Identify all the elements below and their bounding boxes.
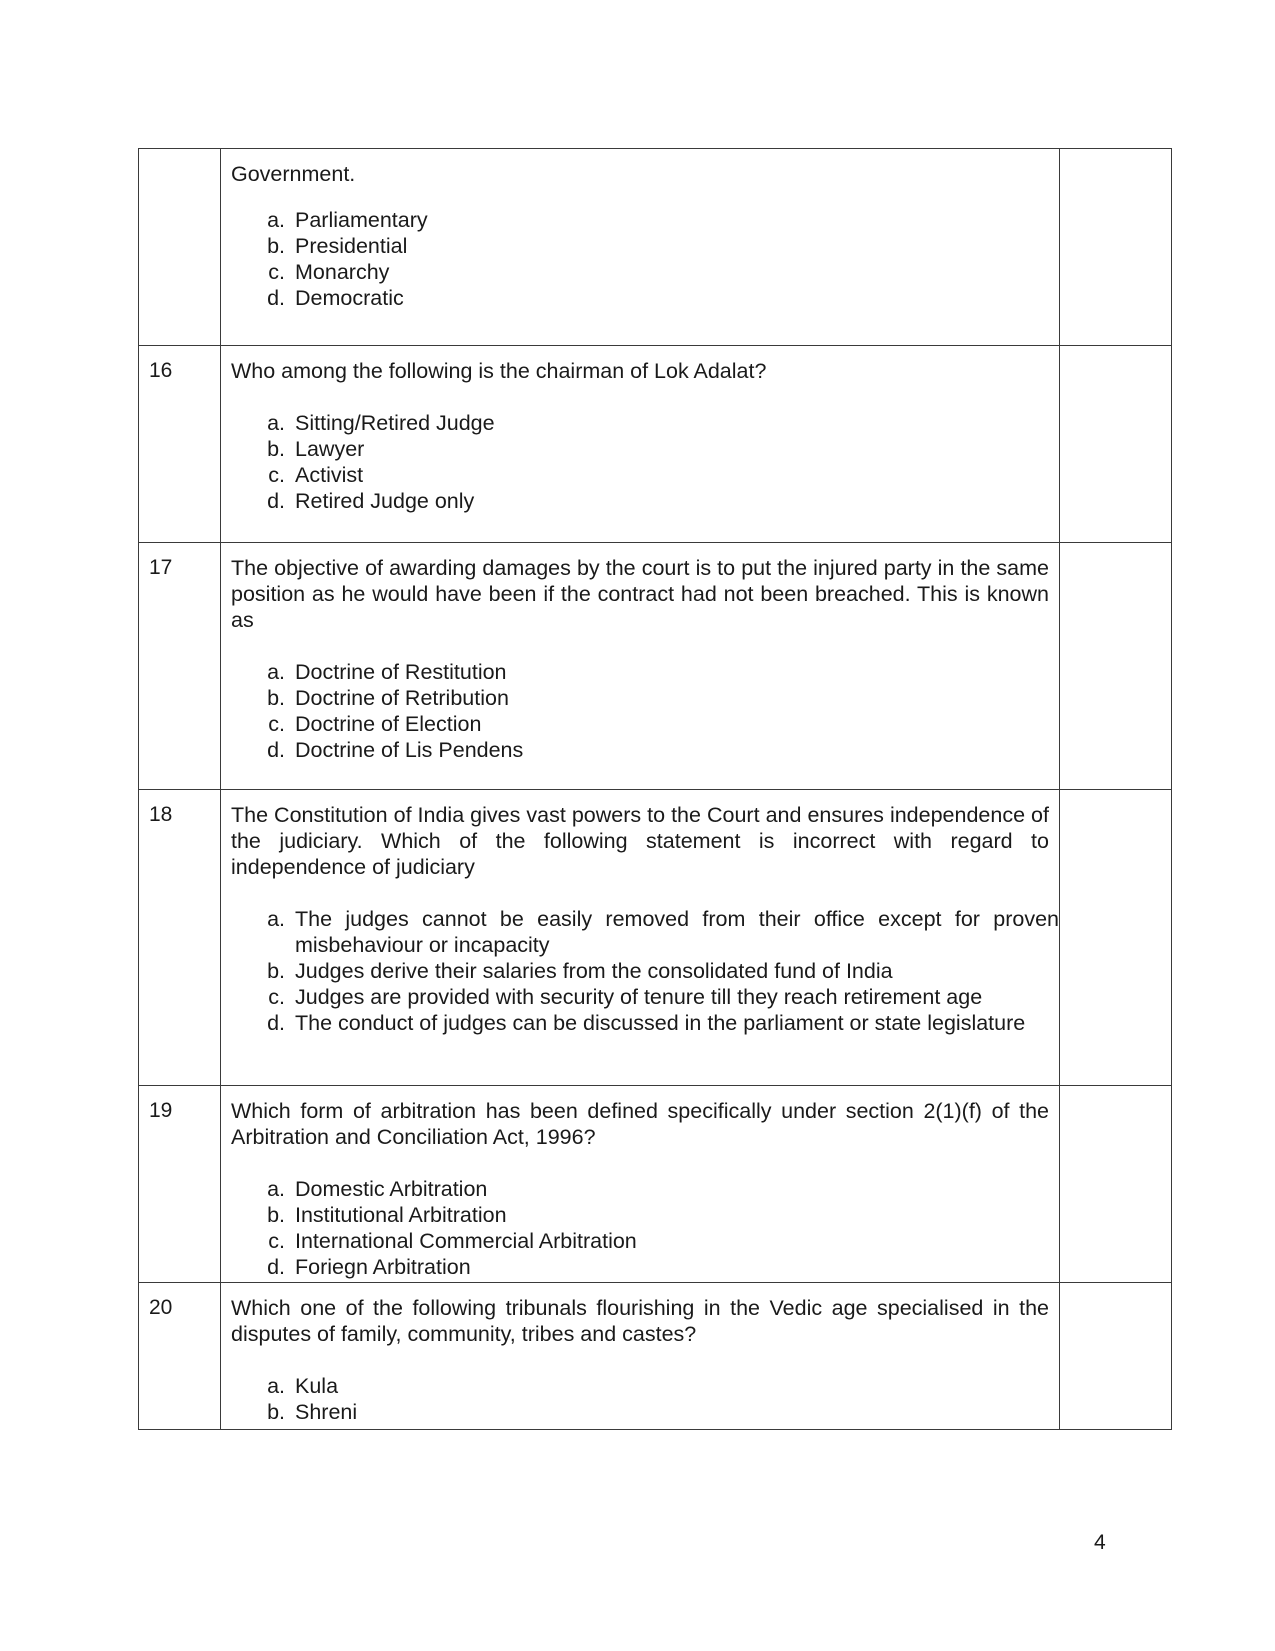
question-table — [138, 148, 1172, 1430]
question-row — [139, 790, 1172, 1086]
option-text: Doctrine of Lis Pendens — [295, 738, 524, 762]
option-text: Foriegn Arbitration — [295, 1255, 471, 1279]
question-text: Government. — [231, 162, 356, 186]
option-letter: d. — [267, 1011, 285, 1035]
option-text: Doctrine of Restitution — [295, 660, 507, 684]
option-text: Institutional Arbitration — [295, 1203, 507, 1227]
option-letter: b. — [267, 234, 285, 258]
option-text: Lawyer — [295, 437, 365, 461]
option-text: Parliamentary — [295, 208, 428, 232]
question-cell — [221, 790, 1060, 1086]
question-number: 16 — [149, 359, 173, 382]
option-text: Monarchy — [295, 260, 390, 284]
marks-cell — [1060, 543, 1172, 790]
question-number-cell — [139, 1086, 221, 1283]
question-number-cell — [139, 346, 221, 543]
option-letter: b. — [267, 1400, 285, 1424]
option-letter: a. — [267, 208, 285, 232]
option-letter: b. — [267, 437, 285, 461]
option-letter: d. — [267, 1255, 285, 1279]
question-cell — [221, 346, 1060, 543]
option-letter: d. — [267, 738, 285, 762]
option-letter: a. — [267, 411, 285, 435]
option-item — [221, 906, 1059, 958]
question-row — [139, 1283, 1172, 1430]
question-cell — [221, 543, 1060, 790]
question-number — [139, 149, 220, 161]
option-letter: c. — [268, 463, 285, 487]
option-letter: d. — [267, 489, 285, 513]
option-item — [221, 488, 1059, 514]
option-item — [221, 711, 1059, 737]
option-item — [221, 1010, 1059, 1036]
option-list — [221, 410, 1059, 514]
question-row — [139, 1086, 1172, 1283]
option-item — [221, 1399, 1059, 1425]
option-item — [221, 1202, 1059, 1228]
question-text: Which form of arbitration has been defined specifically under section 2(1)(f) of the Arbitration and Conciliation Act, 1996? — [231, 1099, 1049, 1149]
option-list — [221, 659, 1059, 763]
option-letter: a. — [267, 660, 285, 684]
question-number: 19 — [149, 1099, 173, 1122]
question-text: Which one of the following tribunals flourishing in the Vedic age specialised in the disputes of family, community, tribes and castes? — [231, 1296, 1049, 1346]
option-list — [221, 207, 1059, 311]
option-letter: b. — [267, 1203, 285, 1227]
option-text: Presidential — [295, 234, 408, 258]
option-text: Shreni — [295, 1400, 358, 1424]
question-cell — [221, 1283, 1060, 1430]
marks-cell — [1060, 149, 1172, 346]
option-item — [221, 285, 1059, 311]
marks-cell — [1060, 1086, 1172, 1283]
option-item — [221, 737, 1059, 763]
question-number: 17 — [149, 556, 173, 579]
question-cell — [221, 149, 1060, 346]
option-letter: c. — [268, 712, 285, 736]
option-text: Activist — [295, 463, 364, 487]
question-number-cell — [139, 1283, 221, 1430]
option-text: Sitting/Retired Judge — [295, 411, 495, 435]
question-number: 18 — [149, 803, 173, 826]
option-item — [221, 1176, 1059, 1202]
marks-cell — [1060, 1283, 1172, 1430]
option-item — [221, 659, 1059, 685]
option-text: Democratic — [295, 286, 404, 310]
option-item — [221, 462, 1059, 488]
option-item — [221, 685, 1059, 711]
option-text: Doctrine of Election — [295, 712, 482, 736]
option-item — [221, 259, 1059, 285]
option-text: Retired Judge only — [295, 489, 475, 513]
marks-cell — [1060, 790, 1172, 1086]
option-item — [221, 1373, 1059, 1399]
marks-cell — [1060, 346, 1172, 543]
question-number-cell — [139, 790, 221, 1086]
question-row — [139, 543, 1172, 790]
option-text: International Commercial Arbitration — [295, 1229, 637, 1253]
option-list — [221, 906, 1059, 1036]
option-text: Doctrine of Retribution — [295, 686, 509, 710]
page-number: 4 — [1094, 1531, 1106, 1554]
option-letter: a. — [267, 1374, 285, 1398]
question-text: Who among the following is the chairman of Lok Adalat? — [231, 359, 767, 383]
option-letter: c. — [268, 985, 285, 1009]
option-text: Domestic Arbitration — [295, 1177, 488, 1201]
option-list — [221, 1176, 1059, 1280]
option-item — [221, 984, 1059, 1010]
option-letter: a. — [267, 1177, 285, 1201]
option-list — [221, 1373, 1059, 1425]
question-number: 20 — [149, 1296, 173, 1319]
option-item — [221, 207, 1059, 233]
option-letter: b. — [267, 959, 285, 983]
option-text: The judges cannot be easily removed from their office except for proven misbehaviour or incapacity — [295, 907, 1059, 957]
question-row — [139, 149, 1172, 346]
option-letter: c. — [268, 1229, 285, 1253]
option-letter: d. — [267, 286, 285, 310]
option-letter: a. — [267, 907, 285, 931]
question-number-cell — [139, 149, 221, 346]
option-item — [221, 1228, 1059, 1254]
question-text: The Constitution of India gives vast powers to the Court and ensures independence of the judiciary. Which of the following statement is incorrect with regard to independence of judiciary — [231, 803, 1049, 879]
option-text: Judges are provided with security of tenure till they reach retirement age — [295, 985, 983, 1009]
option-item — [221, 958, 1059, 984]
option-text: Judges derive their salaries from the consolidated fund of India — [295, 959, 893, 983]
question-text: The objective of awarding damages by the court is to put the injured party in the same position as he would have been if the contract had not been breached. This is known as — [231, 556, 1049, 632]
option-letter: c. — [268, 260, 285, 284]
question-cell — [221, 1086, 1060, 1283]
option-text: Kula — [295, 1374, 339, 1398]
option-letter: b. — [267, 686, 285, 710]
option-item — [221, 436, 1059, 462]
option-item — [221, 1254, 1059, 1280]
option-text: The conduct of judges can be discussed in the parliament or state legislature — [295, 1011, 1026, 1035]
option-item — [221, 410, 1059, 436]
question-number-cell — [139, 543, 221, 790]
question-row — [139, 346, 1172, 543]
option-item — [221, 233, 1059, 259]
